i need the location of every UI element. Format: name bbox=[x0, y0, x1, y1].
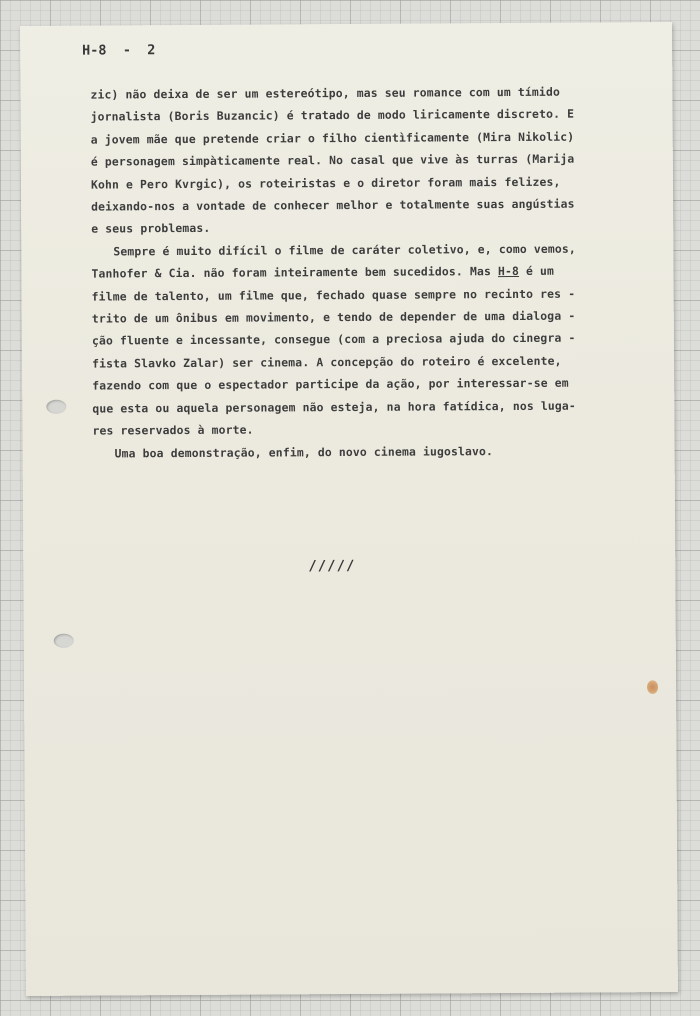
text-line: Kohn e Pero Kvrgic), os roteiristas e o diretor foram mais felizes, bbox=[90, 174, 561, 192]
text-line: zic) não deixa de ser um estereótipo, mas seu romance com um tímido bbox=[90, 84, 560, 102]
text-line: ção fluente e incessante, consegue (com a preciosa ajuda do cinegra - bbox=[91, 331, 576, 349]
text-line: e seus problemas. bbox=[91, 221, 211, 237]
punch-hole-bottom bbox=[54, 634, 74, 648]
text-line: que esta ou aquela personagem não esteja, na hora fatídica, nos luga- bbox=[92, 398, 576, 416]
text-line: deixando-nos a vontade de conhecer melhor e totalmente suas angústias bbox=[91, 196, 575, 214]
text-line: jornalista (Boris Buzancic) é tratado de modo liricamente discreto. E bbox=[90, 107, 575, 124]
page-header: H-8 - 2 bbox=[82, 42, 156, 59]
typed-page bbox=[20, 22, 678, 996]
text-line: Sempre é muito difícil o filme de caráter coletivo, e, como vemos, bbox=[113, 241, 576, 259]
text-line bbox=[91, 259, 641, 285]
text-line: filme de talento, um filme que, fechado quase sempre no recinto res - bbox=[91, 286, 576, 304]
text-line: fista Slavko Zalar) ser cinema. A concepção do roteiro é excelente, bbox=[92, 353, 562, 371]
film-title: H-8 bbox=[497, 264, 520, 279]
text-fragment: Tanhofer & Cia. não foram inteiramente bem sucedidos. Mas bbox=[91, 264, 499, 281]
rust-stain bbox=[647, 680, 658, 694]
text-line: trito de um ônibus em movimento, e tendo de depender de uma dialoga - bbox=[91, 308, 576, 326]
punch-hole-top bbox=[46, 400, 66, 414]
text-line: fazendo com que o espectador participe da ação, por interessar-se em bbox=[92, 375, 569, 393]
text-line: a jovem mãe que pretende criar o filho cientìficamente (Mira Nikolic) bbox=[90, 129, 575, 147]
closing-mark: ///// bbox=[308, 557, 356, 575]
text-line: é personagem simpàticamente real. No casal que vive às turras (Marija bbox=[90, 151, 575, 169]
text-line: res reservados à morte. bbox=[92, 422, 254, 438]
text-fragment: é um bbox=[518, 263, 555, 279]
text-line: Uma boa demonstração, enfim, do novo cinema iugoslavo. bbox=[114, 443, 494, 460]
body-text bbox=[90, 80, 642, 464]
